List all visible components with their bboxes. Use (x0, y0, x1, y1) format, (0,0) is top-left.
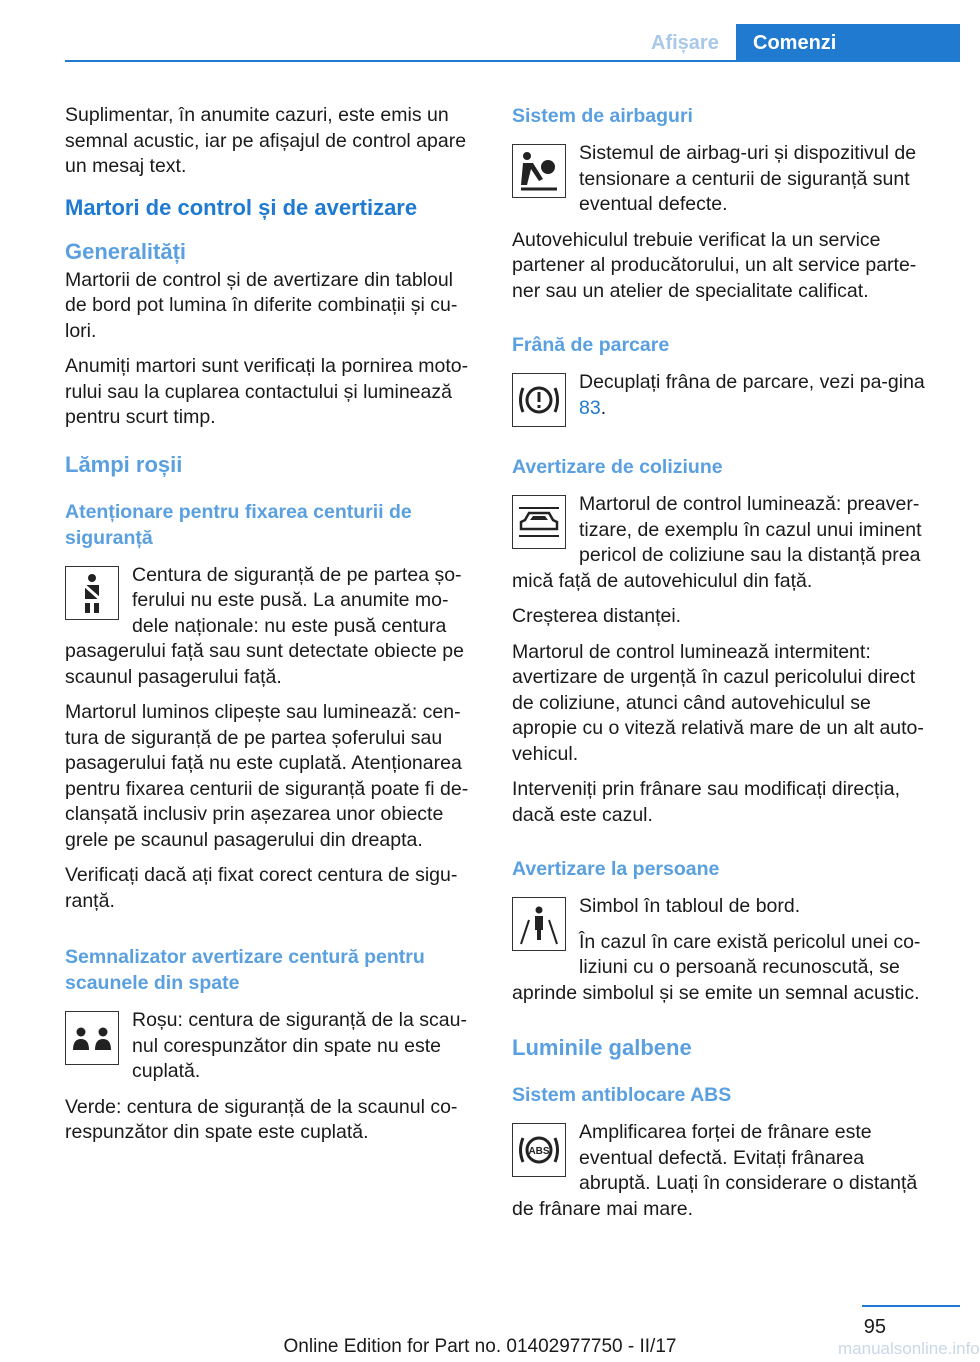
intro-paragraph: Suplimentar, în anumite cazuri, este emis un semnal acustic, iar pe afișajul de control apare un mesaj text. (65, 104, 467, 177)
spate-lead: Roșu: centura de siguranță de la scau-nul corespunzător din spate nu este cuplată. (132, 1009, 467, 1082)
left-column (65, 103, 477, 1156)
col-lead: Martorul de control luminează: preaver-tizare, de exemplu în cazul unui iminent pericol de coliziune sau la distanță prea (579, 493, 922, 566)
airbag-lead: Sistemul de airbag-uri și dispozitivul de tensionare a centurii de siguranță sunt eventual defecte. (579, 142, 917, 215)
seatbelt-icon (65, 566, 119, 620)
pedestrian-warning-icon (512, 897, 566, 951)
footer-rule (862, 1305, 960, 1307)
heading-centura: Atenționare pentru fixarea centurii de siguranță (65, 500, 412, 549)
page-83-link[interactable]: 83 (579, 396, 601, 419)
abs-icon (512, 1123, 566, 1177)
heading-frana: Frână de parcare (512, 334, 670, 356)
rear-seatbelt-icon (65, 1011, 119, 1065)
tab-comenzi[interactable]: Comenzi (736, 24, 960, 62)
parking-brake-icon (512, 373, 566, 427)
abs-lead: Amplificarea forței de frânare este eventual defectă. Evitați frânarea abruptă. Luați în considerare o distanță (579, 1121, 918, 1194)
centura-block (65, 563, 477, 640)
abs-icon-text: ABS (528, 1146, 550, 1157)
coliziune-block (512, 492, 930, 569)
pers-continuation: aprinde simbolul și se emite un semnal acustic. (512, 981, 920, 1004)
heading-martori: Martori de control și de avertizare (65, 194, 418, 220)
centura-continuation: pasagerului față sau sunt detectate obiecte pe scaunul pasagerului față. (65, 640, 464, 688)
frana-text: Decuplați frâna de parcare, vezi pa-gina (579, 371, 925, 393)
heading-coliziune: Avertizare de coliziune (512, 456, 723, 478)
watermark: manualsonline.info (838, 1339, 980, 1358)
pers-lead: Simbol în tabloul de bord. (579, 895, 801, 917)
persoane-block (512, 894, 930, 981)
centura-lead: Centura de siguranță de pe partea șo-ferului nu este pusă. La anumite mo-dele naționale: nu este pusă centura (132, 563, 462, 637)
spate-paragraph-2: Verde: centura de siguranță de la scaunul co-respunzător din spate este cuplată. (65, 1095, 458, 1143)
spate-block (65, 1008, 477, 1085)
col-paragraph-3: Martorul de control luminează intermitent: avertizare de urgență în cazul pericolului direct de coliziune, atunci când autovehiculul se apropie cu o viteză relativă mare de un alt auto-vehicul. (512, 640, 924, 765)
heading-persoane: Avertizare la persoane (512, 858, 720, 880)
page-number: 95 (863, 1316, 886, 1338)
airbag-icon (512, 144, 566, 198)
frana-block (512, 370, 930, 426)
collision-warning-icon (512, 495, 566, 549)
pers-paragraph-2: În cazul în care există pericolul unei co-liziuni cu o persoană recunoscută, se (579, 930, 921, 978)
heading-lampi-rosii: Lămpi roșii (65, 451, 183, 477)
heading-semnalizator: Semnalizator avertizare centură pentru scaunele din spate (65, 946, 425, 994)
centura-paragraph-3: Verificați dacă ați fixat corect centura de sigu-ranță. (65, 864, 458, 912)
airbag-paragraph-2: Autovehiculul trebuie verificat la un service partener al producătorului, un alt service parte-ner sau un atelier de specialitate calificat. (512, 228, 917, 302)
edition-footer: Online Edition for Part no. 01402977750 - II/17 (283, 1336, 677, 1357)
heading-generalitati: Generalități (65, 238, 187, 264)
col-paragraph-2: Creșterea distanței. (512, 605, 682, 627)
abs-continuation: de frânare mai mare. (512, 1197, 693, 1220)
header-rule (65, 60, 960, 62)
abs-block (512, 1120, 930, 1197)
frana-lead (579, 370, 930, 421)
heading-galbene: Luminile galbene (512, 1035, 692, 1060)
col-paragraph-4: Interveniți prin frânare sau modificați direcția, dacă este cazul. (512, 778, 901, 826)
col-continuation: mică față de autovehiculul din față. (512, 569, 813, 592)
gen-paragraph-1: Martorii de control și de avertizare din tabloul de bord pot lumina în diferite combinații și cu-lori. (65, 268, 458, 342)
gen-paragraph-2: Anumiți martori sunt verificați la pornirea moto-rului sau la cuplarea contactului și luminează pentru scurt timp. (65, 355, 469, 428)
centura-paragraph-2: Martorul luminos clipește sau luminează: cen-tura de siguranță de pe partea șoferului sau pasagerului față nu este cuplată. Atenționarea pentru fixarea centurii de siguranță poate fi de-clanșată inclusiv prin așezarea unor obiecte grele pe scaunul pasagerului din dreapta. (65, 701, 469, 851)
frana-period: . (600, 396, 607, 419)
airbag-block (512, 141, 930, 218)
tab-afisare[interactable]: Afișare (651, 32, 719, 54)
heading-airbag: Sistem de airbaguri (512, 105, 693, 127)
right-column (512, 103, 930, 1232)
heading-abs: Sistem antiblocare ABS (512, 1084, 732, 1106)
